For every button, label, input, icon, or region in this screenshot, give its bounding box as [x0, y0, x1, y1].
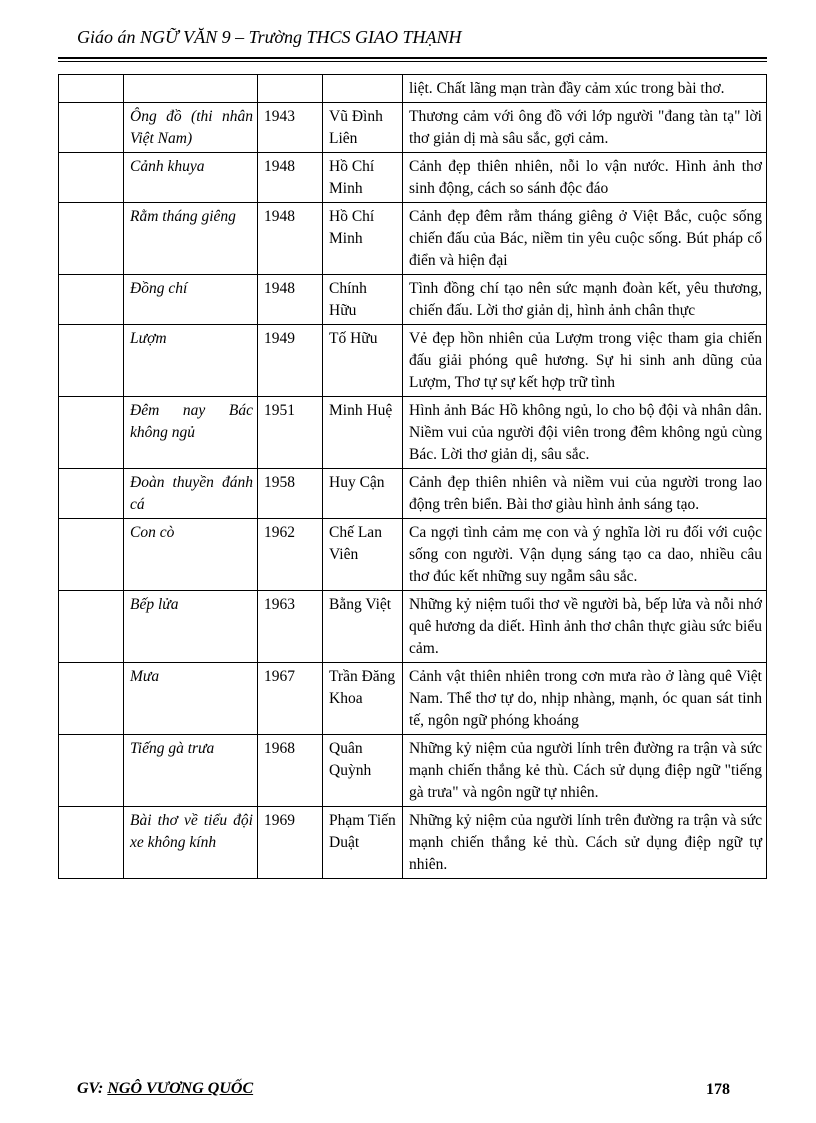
- table-row: [59, 75, 767, 103]
- poem-author-cell: Bằng Việt: [323, 591, 403, 663]
- poem-author-cell: Chính Hữu: [323, 275, 403, 325]
- row-group-cell: [59, 519, 124, 591]
- poem-author-cell: Vũ Đình Liên: [323, 103, 403, 153]
- poem-content-cell: Vẻ đẹp hồn nhiên của Lượm trong việc tham gia chiến đấu giải phóng quê hương. Sự hi sinh anh dũng của Lượm, Thơ tự sự kết hợp trữ tình: [403, 325, 767, 397]
- poem-title-cell: Đêm nay Bác không ngủ: [124, 397, 258, 469]
- row-group-cell: [59, 275, 124, 325]
- table-row: [59, 807, 767, 879]
- table-row: [59, 103, 767, 153]
- poem-author-cell: [323, 75, 403, 103]
- poem-year-cell: [258, 75, 323, 103]
- poem-title-cell: Con cò: [124, 519, 258, 591]
- poem-title-cell: Cảnh khuya: [124, 153, 258, 203]
- page-header: Giáo án NGỮ VĂN 9 – Trường THCS GIAO THẠNH: [77, 27, 462, 47]
- poem-year-cell: 1943: [258, 103, 323, 153]
- row-group-cell: [59, 397, 124, 469]
- table-row: [59, 519, 767, 591]
- poem-author-cell: Huy Cận: [323, 469, 403, 519]
- poem-title-cell: Ông đồ (thi nhân Việt Nam): [124, 103, 258, 153]
- table-row: [59, 591, 767, 663]
- row-group-cell: [59, 325, 124, 397]
- row-group-cell: [59, 591, 124, 663]
- poem-year-cell: 1962: [258, 519, 323, 591]
- poem-year-cell: 1968: [258, 735, 323, 807]
- poem-content-cell: Tình đồng chí tạo nên sức mạnh đoàn kết, yêu thương, chiến đấu. Lời thơ giản dị, hình ảnh chân thực: [403, 275, 767, 325]
- page-number: 178: [706, 1081, 730, 1098]
- poem-author-cell: Chế Lan Viên: [323, 519, 403, 591]
- poem-author-cell: Trần Đăng Khoa: [323, 663, 403, 735]
- poem-year-cell: 1949: [258, 325, 323, 397]
- table-row: [59, 397, 767, 469]
- row-group-cell: [59, 75, 124, 103]
- poem-content-cell: Cảnh vật thiên nhiên trong cơn mưa rào ở làng quê Việt Nam. Thể thơ tự do, nhịp nhàng, mạnh, óc quan sát tinh tế, ngôn ngữ phóng khoáng: [403, 663, 767, 735]
- poem-year-cell: 1948: [258, 203, 323, 275]
- row-group-cell: [59, 807, 124, 879]
- poem-title-cell: Đồng chí: [124, 275, 258, 325]
- row-group-cell: [59, 103, 124, 153]
- poem-content-cell: Những kỷ niệm của người lính trên đường ra trận và sức mạnh chiến thắng kẻ thù. Cách sử dụng điệp ngữ tự nhiên.: [403, 807, 767, 879]
- poem-year-cell: 1948: [258, 153, 323, 203]
- poem-year-cell: 1951: [258, 397, 323, 469]
- table-row: [59, 153, 767, 203]
- poem-year-cell: 1958: [258, 469, 323, 519]
- poem-title-cell: Mưa: [124, 663, 258, 735]
- header-rule-thin: [58, 61, 767, 62]
- poem-author-cell: Tố Hữu: [323, 325, 403, 397]
- footer-teacher: [77, 1080, 253, 1098]
- row-group-cell: [59, 735, 124, 807]
- row-group-cell: [59, 663, 124, 735]
- poems-table: [58, 74, 767, 879]
- poem-title-cell: Đoàn thuyền đánh cá: [124, 469, 258, 519]
- poem-content-cell: Thương cảm với ông đồ với lớp người "đang tàn tạ" lời thơ giản dị mà sâu sắc, gợi cảm.: [403, 103, 767, 153]
- table-row: [59, 663, 767, 735]
- poem-title-cell: Bài thơ về tiểu đội xe không kính: [124, 807, 258, 879]
- poem-author-cell: Hồ Chí Minh: [323, 203, 403, 275]
- poem-title-cell: Lượm: [124, 325, 258, 397]
- table-row: [59, 203, 767, 275]
- table-row: [59, 275, 767, 325]
- poem-content-cell: Cảnh đẹp đêm rằm tháng giêng ở Việt Bắc, cuộc sống chiến đấu của Bác, niềm tin yêu cuộc sống. Bút pháp cổ điển và hiện đại: [403, 203, 767, 275]
- poem-author-cell: Quân Quỳnh: [323, 735, 403, 807]
- poem-author-cell: Phạm Tiến Duật: [323, 807, 403, 879]
- footer-label: GV:: [77, 1080, 104, 1097]
- table-row: [59, 735, 767, 807]
- poem-year-cell: 1967: [258, 663, 323, 735]
- poem-title-cell: [124, 75, 258, 103]
- row-group-cell: [59, 153, 124, 203]
- poem-year-cell: 1963: [258, 591, 323, 663]
- header-rule: [58, 57, 767, 59]
- table-row: [59, 469, 767, 519]
- teacher-name: NGÔ VƯƠNG QUỐC: [107, 1080, 254, 1097]
- row-group-cell: [59, 203, 124, 275]
- poem-year-cell: 1948: [258, 275, 323, 325]
- poem-author-cell: Minh Huệ: [323, 397, 403, 469]
- poem-author-cell: Hồ Chí Minh: [323, 153, 403, 203]
- poem-content-cell: Những kỷ niệm của người lính trên đường ra trận và sức mạnh chiến thắng kẻ thù. Cách sử dụng điệp ngữ "tiếng gà trưa" và ngôn ngữ tự nhiên.: [403, 735, 767, 807]
- poem-content-cell: liệt. Chất lãng mạn tràn đầy cảm xúc trong bài thơ.: [403, 75, 767, 103]
- poem-content-cell: Những kỷ niệm tuổi thơ về người bà, bếp lửa và nỗi nhớ quê hương da diết. Hình ảnh thơ chân thực giàu sức biểu cảm.: [403, 591, 767, 663]
- poem-title-cell: Bếp lửa: [124, 591, 258, 663]
- poem-year-cell: 1969: [258, 807, 323, 879]
- poem-content-cell: Cảnh đẹp thiên nhiên, nỗi lo vận nước. Hình ảnh thơ sinh động, cách so sánh độc đáo: [403, 153, 767, 203]
- poem-title-cell: Rằm tháng giêng: [124, 203, 258, 275]
- table-row: [59, 325, 767, 397]
- poem-content-cell: Cảnh đẹp thiên nhiên và niềm vui của người trong lao động trên biển. Bài thơ giàu hình ảnh sáng tạo.: [403, 469, 767, 519]
- poem-title-cell: Tiếng gà trưa: [124, 735, 258, 807]
- poem-content-cell: Hình ảnh Bác Hồ không ngủ, lo cho bộ đội và nhân dân. Niềm vui của người đội viên trong đêm không ngủ cùng Bác. Lời thơ giản dị, sâu sắc.: [403, 397, 767, 469]
- poem-content-cell: Ca ngợi tình cảm mẹ con và ý nghĩa lời ru đối với cuộc sống con người. Vận dụng sáng tạo ca dao, nhiều câu thơ đúc kết những suy ngẫm sâu sắc.: [403, 519, 767, 591]
- row-group-cell: [59, 469, 124, 519]
- table-body: [59, 75, 767, 879]
